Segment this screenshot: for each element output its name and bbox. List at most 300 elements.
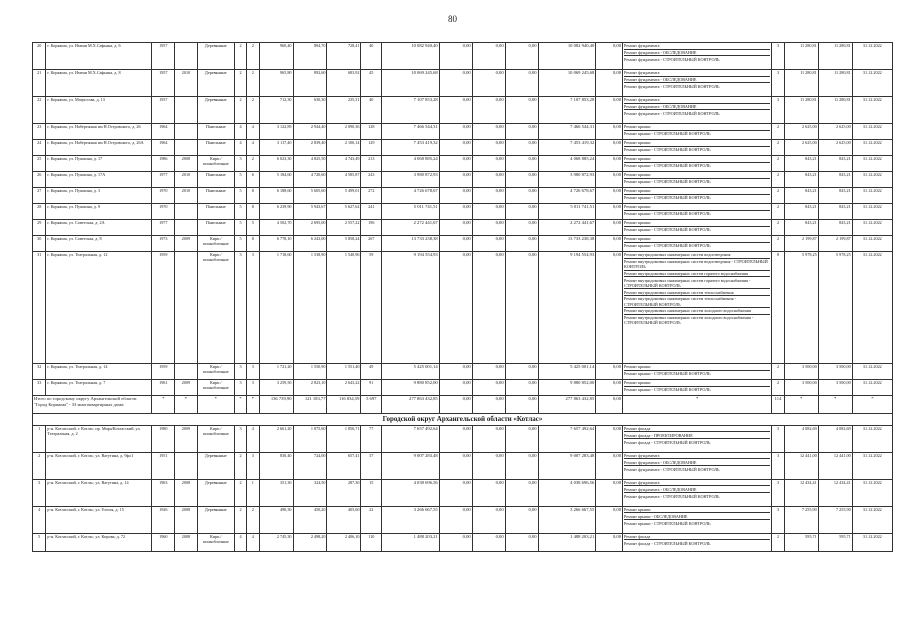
row-number-cell: 30 (33, 236, 46, 252)
max-unit-cost-cell: 11 280,81 (818, 70, 852, 97)
residents-cell: 59 (361, 252, 382, 364)
cost-owners-cell: 2 272 441,67 (538, 220, 596, 236)
row-number-cell: 26 (33, 172, 46, 188)
cost-total-cell: 3 266 667,55 (382, 506, 440, 533)
max-unit-cost-cell: 11 280,81 (818, 97, 852, 124)
entrances-cell: 4 (247, 533, 259, 551)
residential-area-cell: 405,60 (327, 506, 361, 533)
residential-area-cell: 683,92 (327, 70, 361, 97)
table-row (33, 156, 893, 172)
living-area-cell: 324,50 (293, 479, 327, 506)
year-overhaul-cell: 2009 (175, 380, 198, 396)
unit-cost-cell: 11 280,81 (784, 43, 818, 70)
year-overhaul-cell: 2008 (175, 479, 198, 506)
residential-area-cell: 2 643,22 (327, 380, 361, 396)
cost-total-cell: 4 038 696,56 (382, 479, 440, 506)
work-types-cell (623, 97, 772, 124)
living-area-cell: 1 538,90 (293, 252, 327, 364)
entrances-cell: 2 (247, 156, 259, 172)
work-types-cell (623, 220, 772, 236)
table-row (33, 188, 893, 204)
work-type-item: Ремонт крыши - ОБСЛЕДОВАНИЕ (624, 513, 770, 520)
cost-federal-cell: 0,00 (439, 364, 472, 380)
total-area-cell: 2 661,20 (259, 425, 293, 452)
residents-cell: 37 (361, 452, 382, 479)
year-built-cell: 1957 (152, 70, 175, 97)
total-y2-cell: * (175, 396, 198, 414)
work-types-cell (623, 43, 772, 70)
residents-cell: 243 (361, 172, 382, 188)
cost-owners-cell: 7 453 419,32 (538, 140, 596, 156)
row-number-cell: 25 (33, 156, 46, 172)
year-built-cell: 1961 (152, 380, 175, 396)
total-k-cell: 114 (772, 396, 784, 414)
year-overhaul-cell: 2009 (175, 425, 198, 452)
residents-cell: 22 (361, 506, 382, 533)
address-cell: г. Коряжма, ул. Имени М.Х.Сафьяна, д. 6 (46, 43, 152, 70)
cost-federal-cell: 0,00 (439, 220, 472, 236)
residential-area-cell: 1 551,40 (327, 364, 361, 380)
cost-total-cell: 9 007 283,48 (382, 452, 440, 479)
residential-area-cell: 1 540,96 (327, 252, 361, 364)
total-area-cell: 1 718,60 (259, 252, 293, 364)
total-area-cell: 3 122,89 (259, 124, 293, 140)
unit-cost-cell: 12 434,41 (784, 479, 818, 506)
entrances-cell: 4 (247, 124, 259, 140)
unit-cost-cell: 843,21 (784, 204, 818, 220)
work-type-item: Ремонт крыши - СТРОИТЕЛЬНЫЙ КОНТРОЛЬ (624, 131, 711, 137)
cost-federal-cell: 0,00 (439, 188, 472, 204)
table-row (33, 140, 893, 156)
cost-other-cell: 0,00 (596, 97, 623, 124)
residents-cell: 40 (361, 97, 382, 124)
residents-cell: 128 (361, 124, 382, 140)
work-type-item: Ремонт крыши - СТРОИТЕЛЬНЫЙ КОНТРОЛЬ (624, 179, 711, 185)
year-overhaul-cell (175, 124, 198, 140)
total-c1-cell: 277 863 432,85 (382, 396, 440, 414)
completion-date-cell: 31.12.2022 (852, 188, 892, 204)
living-area-cell: 2 695,00 (293, 220, 327, 236)
cost-total-cell: 4 068 885,24 (382, 156, 440, 172)
work-count-cell: 2 (772, 220, 784, 236)
max-unit-cost-cell: 3 500,00 (818, 380, 852, 396)
total-area-cell: 6 778,10 (259, 236, 293, 252)
work-types-cell (623, 236, 772, 252)
year-overhaul-cell: 2008 (175, 506, 198, 533)
residential-area-cell: 5 858,24 (327, 236, 361, 252)
capital-repair-register-table (32, 42, 893, 552)
work-type-item: Ремонт внутридомовых инженерных систем холодного водоснабжения - СТРОИТЕЛЬНЫЙ КОНТРОЛЬ (624, 315, 754, 326)
completion-date-cell: 31.12.2022 (852, 43, 892, 70)
floors-cell: 4 (234, 533, 246, 551)
entrances-cell: 4 (247, 140, 259, 156)
cost-total-cell: 2 272 441,67 (382, 220, 440, 236)
cost-other-cell: 0,00 (596, 220, 623, 236)
total-u1-cell: * (784, 396, 818, 414)
residents-cell: 77 (361, 425, 382, 452)
work-count-cell: 2 (772, 156, 784, 172)
entrances-cell: 2 (247, 43, 259, 70)
residents-cell: 49 (361, 364, 382, 380)
table-row (33, 506, 893, 533)
year-built-cell: 1970 (152, 188, 175, 204)
section-title: Городской округ Архангельской области «Котлас» (33, 414, 893, 426)
cost-owners-cell: 9 880 852,00 (538, 380, 596, 396)
max-unit-cost-cell: 595,71 (818, 533, 852, 551)
cost-other-cell: 0,00 (596, 188, 623, 204)
work-type-item: Ремонт фундамента (624, 43, 770, 50)
entrances-cell: 3 (247, 380, 259, 396)
address-cell: г. Коряжма, ул. Театральная, д. 12 (46, 252, 152, 364)
residential-area-cell: 2 106,14 (327, 140, 361, 156)
cost-federal-cell: 0,00 (439, 380, 472, 396)
completion-date-cell: 31.12.2022 (852, 97, 892, 124)
wall-material-cell: Деревянные (197, 479, 234, 506)
unit-cost-cell: 2 625,00 (784, 140, 818, 156)
cost-local-cell: 0,00 (505, 188, 538, 204)
cost-local-cell: 0,00 (505, 140, 538, 156)
total-s2-cell: 121 183,77 (293, 396, 327, 414)
row-number-cell: 1 (33, 425, 46, 452)
work-type-item: Ремонт фундамента - СТРОИТЕЛЬНЫЙ КОНТРОЛЬ (624, 493, 720, 499)
year-built-cell: 1977 (152, 172, 175, 188)
work-type-item: Ремонт крыши - СТРОИТЕЛЬНЫЙ КОНТРОЛЬ (624, 163, 711, 169)
cost-owners-cell: 10 082 940,40 (538, 43, 596, 70)
year-overhaul-cell (175, 220, 198, 236)
work-type-item: Ремонт крыши - СТРОИТЕЛЬНЫЙ КОНТРОЛЬ (624, 147, 711, 153)
work-count-cell: 2 (772, 124, 784, 140)
year-built-cell: 1957 (152, 43, 175, 70)
cost-other-cell: 0,00 (596, 533, 623, 551)
work-type-item: Ремонт внутридомовых инженерных систем водоотведения (624, 252, 770, 259)
table-row (33, 172, 893, 188)
cost-regional-cell: 0,00 (472, 140, 505, 156)
work-types-cell (623, 479, 772, 506)
work-type-item: Ремонт внутридомовых инженерных систем горячего водоснабжения (624, 271, 770, 278)
completion-date-cell: 31.12.2022 (852, 236, 892, 252)
work-type-item: Ремонт крыши (624, 188, 770, 195)
total-c3-cell: 0,00 (472, 396, 505, 414)
residents-cell: 213 (361, 156, 382, 172)
work-type-item: Ремонт фасада - СТРОИТЕЛЬНЫЙ КОНТРОЛЬ (624, 439, 711, 445)
cost-owners-cell: 7 657 492,64 (538, 425, 596, 452)
cost-owners-cell: 10 069 245,68 (538, 70, 596, 97)
cost-federal-cell: 0,00 (439, 236, 472, 252)
table-row (33, 452, 893, 479)
unit-cost-cell: 843,21 (784, 172, 818, 188)
address-cell: р-н. Котласский, г. Котлас, ул. Кирова, д. 72 (46, 533, 152, 551)
cost-regional-cell: 0,00 (472, 220, 505, 236)
work-type-item: Ремонт внутридомовых инженерных систем водоотведения - СТРОИТЕЛЬНЫЙ КОНТРОЛЬ (624, 259, 770, 271)
wall-material-cell: Панельные (197, 220, 234, 236)
cost-total-cell: 9 194 554,93 (382, 252, 440, 364)
wall-material-cell: Деревянные (197, 70, 234, 97)
residents-cell: 196 (361, 220, 382, 236)
entrances-cell: 3 (247, 252, 259, 364)
work-type-item: Ремонт крыши (624, 236, 770, 243)
work-type-item: Ремонт фасада (624, 534, 770, 541)
work-count-cell: 3 (772, 97, 784, 124)
cost-local-cell: 0,00 (505, 124, 538, 140)
row-number-cell: 21 (33, 70, 46, 97)
completion-date-cell: 31.12.2022 (852, 364, 892, 380)
work-type-item: Ремонт крыши - СТРОИТЕЛЬНЫЙ КОНТРОЛЬ (624, 387, 711, 393)
cost-owners-cell: 7 466 544,31 (538, 124, 596, 140)
row-number-cell: 33 (33, 380, 46, 396)
residents-cell: 15 (361, 479, 382, 506)
entrances-cell: 8 (247, 236, 259, 252)
city-kotlas-rows (33, 414, 893, 552)
living-area-cell: 892,60 (293, 70, 327, 97)
cost-federal-cell: 0,00 (439, 425, 472, 452)
wall-material-cell: Кирп./шлакоблочные (197, 156, 234, 172)
completion-date-cell: 31.12.2022 (852, 479, 892, 506)
unit-cost-cell: 3 500,00 (784, 364, 818, 380)
work-count-cell: 2 (772, 380, 784, 396)
work-type-item: Ремонт фундамента - СТРОИТЕЛЬНЫЙ КОНТРОЛЬ (624, 110, 720, 116)
wall-material-cell: Кирп./шлакоблочные (197, 364, 234, 380)
total-mat-cell: * (197, 396, 234, 414)
floors-cell: 5 (234, 204, 246, 220)
work-type-item: Ремонт крыши (624, 140, 770, 147)
cost-total-cell: 5 425 001,14 (382, 364, 440, 380)
residents-cell: 45 (361, 70, 382, 97)
max-unit-cost-cell: 4 082,69 (818, 425, 852, 452)
year-built-cell: 1937 (152, 97, 175, 124)
cost-total-cell: 9 880 852,00 (382, 380, 440, 396)
year-built-cell: 1970 (152, 204, 175, 220)
cost-owners-cell: 4 068 885,24 (538, 156, 596, 172)
residential-area-cell: 2 406,10 (327, 533, 361, 551)
residential-area-cell: 2 557,22 (327, 220, 361, 236)
work-type-item: Ремонт фундамента - СТРОИТЕЛЬНЫЙ КОНТРОЛЬ (624, 466, 720, 472)
wall-material-cell: Кирп./шлакоблочные (197, 425, 234, 452)
max-unit-cost-cell: 843,21 (818, 188, 852, 204)
cost-regional-cell: 0,00 (472, 70, 505, 97)
cost-federal-cell: 0,00 (439, 452, 472, 479)
total-area-cell: 2 745,30 (259, 533, 293, 551)
table-row (33, 97, 893, 124)
table-row (33, 124, 893, 140)
cost-local-cell: 0,00 (505, 236, 538, 252)
work-types-cell (623, 172, 772, 188)
work-type-item: Ремонт крыши (624, 204, 770, 211)
address-cell: р-н. Котласский, г. Котлас, пр. Мира/Котласский, ул. Театральная, д. 2 (46, 425, 152, 452)
table-row (33, 236, 893, 252)
cost-owners-cell: 13 733 238,38 (538, 236, 596, 252)
cost-total-cell: 10 069 245,68 (382, 70, 440, 97)
floors-cell: 3 (234, 364, 246, 380)
total-c4-cell: 0,00 (505, 396, 538, 414)
work-count-cell: 3 (772, 70, 784, 97)
max-unit-cost-cell: 843,21 (818, 204, 852, 220)
wall-material-cell: Панельные (197, 188, 234, 204)
year-built-cell: 1964 (152, 124, 175, 140)
total-row (33, 396, 893, 414)
cost-regional-cell: 0,00 (472, 156, 505, 172)
floors-cell: 2 (234, 70, 246, 97)
cost-local-cell: 0,00 (505, 452, 538, 479)
city-koryazhma-rows (33, 43, 893, 414)
work-types-cell (623, 204, 772, 220)
total-label: Итого по городскому округу Архангельской области "Город Коряжма" - 33 многоквартирных дома: (33, 396, 152, 414)
address-cell: г. Коряжма, ул. Пушкина, д. 17 (46, 156, 152, 172)
floors-cell: 2 (234, 506, 246, 533)
wall-material-cell: Панельные (197, 172, 234, 188)
living-area-cell: 894,70 (293, 43, 327, 70)
wall-material-cell: Кирп./шлакоблочные (197, 380, 234, 396)
cost-regional-cell: 0,00 (472, 204, 505, 220)
floors-cell: 2 (234, 97, 246, 124)
work-count-cell: 3 (772, 452, 784, 479)
work-types-cell (623, 188, 772, 204)
floors-cell: 3 (234, 380, 246, 396)
row-number-cell: 27 (33, 188, 46, 204)
living-area-cell: 2 498,20 (293, 533, 327, 551)
cost-federal-cell: 0,00 (439, 97, 472, 124)
table-row (33, 204, 893, 220)
row-number-cell: 29 (33, 220, 46, 236)
residential-area-cell: 287,30 (327, 479, 361, 506)
work-type-item: Ремонт фасада (624, 426, 770, 433)
unit-cost-cell: 843,21 (784, 156, 818, 172)
total-c2-cell: 0,00 (439, 396, 472, 414)
work-type-item: Ремонт фундамента - СТРОИТЕЛЬНЫЙ КОНТРОЛЬ (624, 83, 720, 89)
max-unit-cost-cell: 2 625,00 (818, 124, 852, 140)
address-cell: г. Коряжма, ул. Пушкина, д. 9 (46, 204, 152, 220)
cost-other-cell: 0,00 (596, 204, 623, 220)
residents-cell: 129 (361, 140, 382, 156)
total-area-cell: 351,30 (259, 479, 293, 506)
work-types-cell (623, 156, 772, 172)
work-types-cell (623, 452, 772, 479)
completion-date-cell: 31.12.2022 (852, 252, 892, 364)
work-count-cell: 2 (772, 204, 784, 220)
cost-regional-cell: 0,00 (472, 425, 505, 452)
work-type-item: Ремонт внутридомовых инженерных систем холодного водоснабжения (624, 308, 770, 315)
completion-date-cell: 31.12.2022 (852, 506, 892, 533)
table-row (33, 380, 893, 396)
total-en-cell: * (247, 396, 259, 414)
cost-local-cell: 0,00 (505, 506, 538, 533)
cost-total-cell: 7 466 544,31 (382, 124, 440, 140)
total-area-cell: 960,40 (259, 43, 293, 70)
cost-regional-cell: 0,00 (472, 506, 505, 533)
wall-material-cell: Кирп./шлакоблочные (197, 533, 234, 551)
residential-area-cell: 4 585,87 (327, 172, 361, 188)
total-works-cell: * (623, 396, 772, 414)
living-area-cell: 1 550,90 (293, 364, 327, 380)
entrances-cell: 6 (247, 172, 259, 188)
year-built-cell: 1963 (152, 479, 175, 506)
cost-local-cell: 0,00 (505, 220, 538, 236)
cost-regional-cell: 0,00 (472, 43, 505, 70)
cost-other-cell: 0,00 (596, 43, 623, 70)
work-count-cell: 3 (772, 425, 784, 452)
max-unit-cost-cell: 843,21 (818, 220, 852, 236)
cost-total-cell: 3 980 872,93 (382, 172, 440, 188)
cost-owners-cell: 5 425 001,14 (538, 364, 596, 380)
entrances-cell: 8 (247, 188, 259, 204)
work-count-cell: 2 (772, 140, 784, 156)
total-area-cell: 3 259,50 (259, 380, 293, 396)
residential-area-cell: 1 856,71 (327, 425, 361, 452)
cost-total-cell: 7 657 492,64 (382, 425, 440, 452)
year-built-cell: 1986 (152, 156, 175, 172)
residents-cell: 40 (361, 43, 382, 70)
cost-other-cell: 0,00 (596, 380, 623, 396)
cost-total-cell: 4 726 678,67 (382, 188, 440, 204)
year-built-cell: 1964 (152, 140, 175, 156)
address-cell: г. Коряжма, ул. Имени М.Х.Сафьяна, д. 8 (46, 70, 152, 97)
residential-area-cell: 5 627,62 (327, 204, 361, 220)
max-unit-cost-cell: 11 280,81 (818, 43, 852, 70)
row-number-cell: 28 (33, 204, 46, 220)
wall-material-cell: Кирп./шлакоблочные (197, 236, 234, 252)
year-overhaul-cell: 2009 (175, 236, 198, 252)
year-built-cell: 1973 (152, 236, 175, 252)
cost-local-cell: 0,00 (505, 97, 538, 124)
year-overhaul-cell (175, 364, 198, 380)
total-area-cell: 965,80 (259, 70, 293, 97)
table-row (33, 43, 893, 70)
cost-local-cell: 0,00 (505, 425, 538, 452)
residents-cell: 110 (361, 533, 382, 551)
completion-date-cell: 31.12.2022 (852, 452, 892, 479)
cost-regional-cell: 0,00 (472, 172, 505, 188)
max-unit-cost-cell: 12 441,00 (818, 452, 852, 479)
row-number-cell: 23 (33, 124, 46, 140)
cost-other-cell: 0,00 (596, 479, 623, 506)
cost-regional-cell: 0,00 (472, 533, 505, 551)
total-s3-cell: 116 834,59 (327, 396, 361, 414)
work-type-item: Ремонт фасада - ПРОЕКТИРОВАНИЕ (624, 432, 770, 439)
address-cell: г. Коряжма, ул. Пушкина, д. 17А (46, 172, 152, 188)
cost-other-cell: 0,00 (596, 452, 623, 479)
floors-cell: 5 (234, 236, 246, 252)
cost-regional-cell: 0,00 (472, 479, 505, 506)
work-type-item: Ремонт фундамента (624, 70, 770, 77)
wall-material-cell: Панельные (197, 204, 234, 220)
entrances-cell: 2 (247, 506, 259, 533)
total-u2-cell: * (818, 396, 852, 414)
work-type-item: Ремонт крыши - СТРОИТЕЛЬНЫЙ КОНТРОЛЬ (624, 227, 711, 233)
cost-regional-cell: 0,00 (472, 252, 505, 364)
entrances-cell: 1 (247, 479, 259, 506)
cost-total-cell: 7 107 853,28 (382, 97, 440, 124)
living-area-cell: 4 720,60 (293, 172, 327, 188)
completion-date-cell: 31.12.2022 (852, 172, 892, 188)
address-cell: г. Коряжма, ул. Театральная, д. 14 (46, 364, 152, 380)
max-unit-cost-cell: 3 500,00 (818, 364, 852, 380)
address-cell: г. Коряжма, ул. Советская, д. 2А (46, 220, 152, 236)
work-type-item: Ремонт фасада - СТРОИТЕЛЬНЫЙ КОНТРОЛЬ (624, 540, 711, 546)
cost-owners-cell: 4 038 696,56 (538, 479, 596, 506)
address-cell: р-н. Котласский, г. Котлас, ул. Ватутина, д. 14 (46, 479, 152, 506)
year-built-cell: 1960 (152, 533, 175, 551)
entrances-cell: 3 (247, 364, 259, 380)
address-cell: р-н. Котласский, г. Котлас, ул. Гоголя, д. 15 (46, 506, 152, 533)
living-area-cell: 2 839,40 (293, 140, 327, 156)
work-type-item: Ремонт фундамента - ОБСЛЕДОВАНИЕ (624, 104, 770, 111)
residents-cell: 267 (361, 236, 382, 252)
max-unit-cost-cell: 5 978,25 (818, 252, 852, 364)
entrances-cell: 2 (247, 70, 259, 97)
table-row (33, 70, 893, 97)
cost-local-cell: 0,00 (505, 204, 538, 220)
residents-cell: 241 (361, 204, 382, 220)
cost-owners-cell: 9 194 554,93 (538, 252, 596, 364)
